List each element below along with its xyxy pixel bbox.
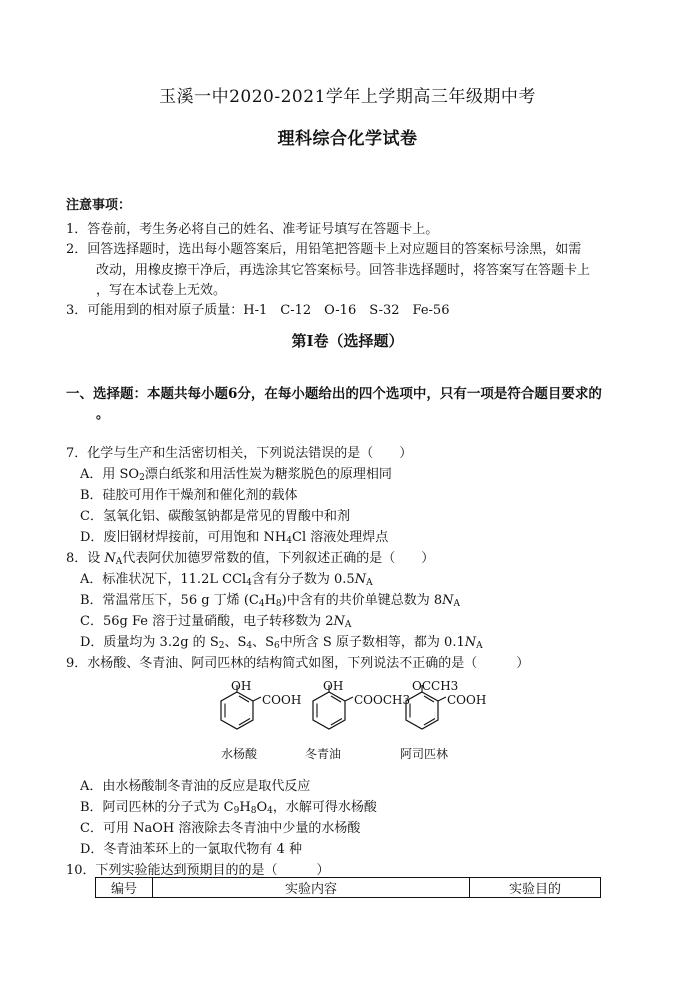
q7-stem: 7．化学与生产和生活密切相关，下列说法错误的是（ ） — [66, 446, 413, 461]
note-2-cont: 改动，用橡皮擦干净后，再选涂其它答案标号。回答非选择题时，将答案写在答题卡上 — [96, 263, 591, 278]
q8-option-c: C．56g Fe 溶于过量硝酸，电子转移数为 $2N_A$ — [80, 614, 352, 630]
exam-title: 玉溪一中2020-2021学年上学期高三年级期中考 — [159, 87, 536, 107]
salicylic-acid-name: 水杨酸 — [221, 747, 258, 761]
salicylic-acid-structure — [215, 680, 305, 740]
wintergreen-cooch3-label: COOCH3 — [354, 693, 411, 707]
q10-stem: 10．下列实验能达到预期目的的是（ ） — [66, 863, 330, 878]
wintergreen-oh-label: OH — [323, 679, 344, 693]
salicylic-oh-label: OH — [231, 679, 252, 693]
section-title: 第Ⅰ卷（选择题） — [291, 332, 404, 350]
q7-option-c: C．氢氧化铝、碳酸氢钠都是常见的胃酸中和剂 — [80, 509, 350, 524]
notes-heading: 注意事项： — [66, 198, 132, 213]
note-2: 2．回答选择题时，选出每小题答案后，用铅笔把答题卡上对应题目的答案标号涂黑，如需 — [66, 242, 582, 257]
q9-option-c: C．可用 NaOH 溶液除去冬青油中少量的水杨酸 — [80, 821, 361, 836]
table-header-row — [96, 878, 601, 898]
col-purpose-header: 实验目的 — [470, 878, 601, 898]
part1-instruction-end: 。 — [96, 407, 110, 422]
wintergreen-oil-name: 冬青油 — [305, 747, 342, 761]
q7-option-a: A．用 $SO_2$漂白纸浆和用活性炭为糖浆脱色的原理相同 — [80, 467, 392, 483]
aspirin-occh3-label: OCCH3 — [412, 679, 459, 693]
q9-option-d: D．冬青油苯环上的一氯取代物有 4 种 — [80, 842, 302, 857]
q8-option-d: D．质量均为 3.2g 的 $S_2$、$S_4$、$S_6$中所含 S 原子数相等，都为 $0.1N_A$ — [80, 635, 483, 651]
q9-option-b: B．阿司匹林的分子式为 $C_9H_8O_4$，水解可得水杨酸 — [80, 800, 377, 816]
col-content-header: 实验内容 — [153, 878, 470, 898]
note-1: 1．答卷前，考生务必将自己的姓名、准考证号填写在答题卡上。 — [66, 222, 439, 237]
wintergreen-oil-structure — [307, 680, 397, 740]
q10-experiment-table — [95, 877, 601, 898]
q9-stem: 9．水杨酸、冬青油、阿司匹林的结构简式如图，下列说法不正确的是（ ） — [66, 656, 530, 671]
q7-option-b: B．硅胶可用作干燥剂和催化剂的载体 — [80, 488, 298, 503]
q8-option-b: B．常温常压下，56 g 丁烯 $(C_4H_8)$中含有的共价单键总数为 $8N_A$ — [80, 593, 461, 609]
col-number-header: 编号 — [96, 878, 153, 898]
note-2-end: ，写在本试卷上无效。 — [96, 283, 227, 298]
part1-instruction: 一、选择题：本题共每小题6分，在每小题给出的四个选项中，只有一项是符合题目要求的 — [66, 386, 602, 402]
salicylic-cooh-label: COOH — [262, 693, 302, 707]
aspirin-name: 阿司匹林 — [400, 747, 449, 761]
q8-option-a: A．标准状况下，11.2L CCl$_4$含有分子数为 $0.5N_A$ — [80, 572, 373, 588]
q7-option-d: D．废旧钢材焊接前，可用饱和 $NH_4Cl$ 溶液处理焊点 — [80, 530, 389, 546]
note-3: 3．可能用到的相对原子质量：H-1 C-12 O-16 S-32 Fe-56 — [66, 303, 450, 318]
exam-subtitle: 理科综合化学试卷 — [277, 129, 418, 149]
aspirin-cooh-label: COOH — [447, 693, 487, 707]
q8-stem: 8．设 $N_A$代表阿伏加德罗常数的值，下列叙述正确的是（ ） — [66, 551, 435, 567]
q9-option-a: A．由水杨酸制冬青油的反应是取代反应 — [80, 779, 311, 794]
